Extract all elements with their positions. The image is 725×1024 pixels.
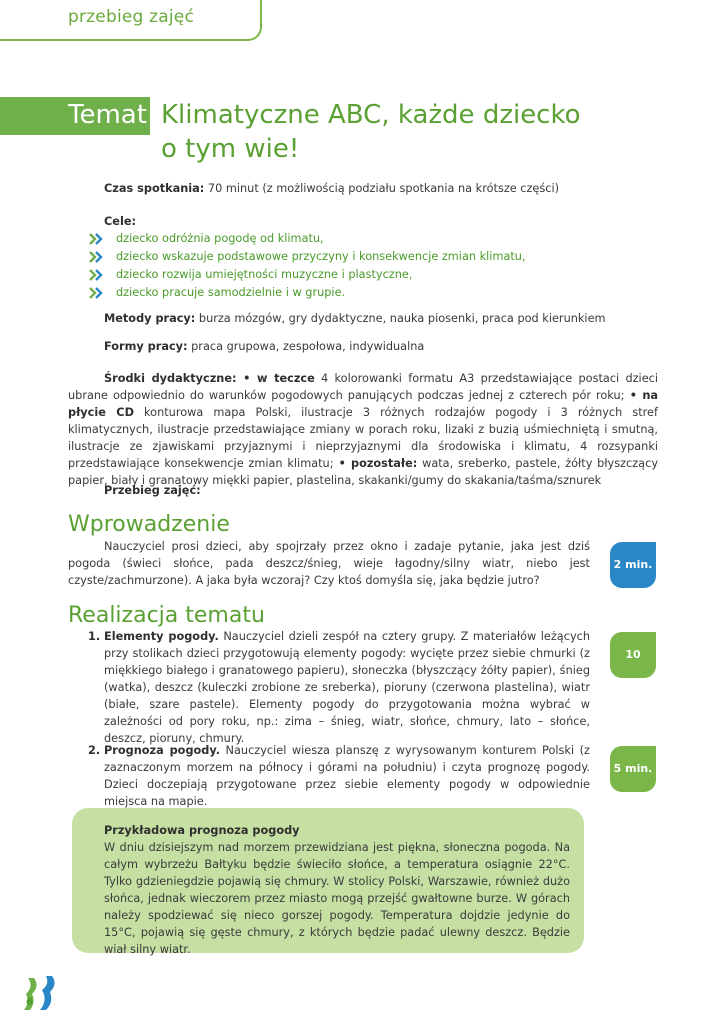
- item-number: 1.: [88, 630, 101, 643]
- green-blue-chevron-icon: [88, 250, 110, 264]
- czas-spotkania: [68, 180, 658, 197]
- page-title: [161, 98, 581, 166]
- srodki-cd-text: konturowa mapa Polski, ilustracje 3 różnych rodzajów pogody i 3 różnych stref klimatycznych, ilustracje przedstawiające zmiany w porach roku, lizaki z buzią uśmiechniętą i smutną, ilustracje ze zjawiskami przyjaznymi i nieprzyjaznymi dla środowiska i klimatu, 4 rozsypanki przedstawiające konsekwencje zmian klimatu;: [68, 406, 658, 470]
- srodki-dydaktyczne: [68, 370, 658, 489]
- time-badge: 5 min.: [610, 746, 656, 792]
- list-item: dziecko pracuje samodzielnie i w grupie.: [88, 284, 608, 302]
- goals-list: [88, 230, 608, 302]
- wprowadzenie-text: Nauczyciel prosi dzieci, aby spojrzały przez okno i zadaje pytanie, jaka jest dziś pogoda (świeci słońce, pada deszcz/śnieg, wieje łagodny/silny wiatr, niebo jest czyste/zachmurzone). A jaka była wczoraj? Czy ktoś domyśla się, jaka będzie jutro?: [68, 540, 590, 587]
- list-item: [68, 628, 590, 747]
- page-number: 6: [26, 997, 33, 1008]
- list-item: [68, 742, 590, 810]
- srodki-cd-label: • na płycie CD: [68, 389, 658, 419]
- przebieg-label: Przebieg zajęć:: [104, 484, 201, 497]
- item-title: Elementy pogody.: [104, 630, 219, 643]
- forecast-title: Przykładowa prognoza pogody: [104, 824, 300, 837]
- item-title: Prognoza pogody.: [104, 744, 220, 757]
- green-blue-chevron-icon: [88, 268, 110, 282]
- realizacja-heading: Realizacja tematu: [68, 603, 265, 628]
- srodki-teczka-text: 4 kolorowanki formatu A3 przedstawiające postaci dzieci ubrane odpowiednio do warunków pogodowych panujących podczas jednej z czterech pór roku;: [68, 372, 658, 402]
- forecast-box: [72, 808, 584, 956]
- srodki-teczka-label: • w teczce: [236, 372, 315, 385]
- metody-pracy: [68, 310, 658, 327]
- item-number: 2.: [88, 744, 101, 757]
- czas-label: Czas spotkania:: [104, 182, 205, 195]
- forecast-text: W dniu dzisiejszym nad morzem przewidziana jest piękna, słoneczna pogoda. Na całym wybrzeżu Bałtyku będzie świeciło słońce, a temperatura osiągnie 22°C. Tylko gdzieniegdzie pojawią się chmury. W stolicy Polski, Warszawie, również dużo słońca, jednak wieczorem przez miasto mogą przejść gwałtowne burze. W górach należy spodziewać się nieco gorszej pogody. Temperatura dojdzie jedynie do 15°C, pojawią się gęste chmury, z których będzie padać ulewny deszcz. Będzie wiał silny wiatr.: [104, 841, 570, 956]
- formy-value: praca grupowa, zespołowa, indywidualna: [187, 340, 425, 353]
- srodki-pozostale-label: • pozostałe:: [333, 457, 418, 470]
- list-item: dziecko rozwija umiejętności muzyczne i plastyczne,: [88, 266, 608, 284]
- cele-label: Cele:: [104, 215, 137, 228]
- section-header: przebieg zajęć: [68, 7, 195, 27]
- wprowadzenie-heading: Wprowadzenie: [68, 512, 230, 537]
- item-text: Nauczyciel dzieli zespół na cztery grupy. Z materiałów leżących przy stolikach dzieci przygotowują elementy pogody: wycięte przez siebie chmurki (z miękkiego białego i granatowego papieru), słoneczka (błyszczący żółty papier), śnieg (watka), deszcz (kuleczki zrobione ze sreberka), pioruny (czerwona plastelina), wiatr (białe, szare pastele). Elementy pogody do przygotowania można wybrać w zależności od pory roku, np.: zima – śnieg, wiatr, słońce, chmury, lato – słońce, deszcz, pioruny, chmury.: [104, 630, 590, 745]
- metody-value: burza mózgów, gry dydaktyczne, nauka piosenki, praca pod kierunkiem: [195, 312, 606, 325]
- metody-label: Metody pracy:: [104, 312, 196, 325]
- list-item: dziecko odróżnia pogodę od klimatu,: [88, 230, 608, 248]
- time-badge: 2 min.: [610, 542, 656, 588]
- srodki-label: Środki dydaktyczne:: [104, 372, 237, 385]
- formy-label: Formy pracy:: [104, 340, 188, 353]
- title-line-1: Klimatyczne ABC, każde dziecko: [161, 100, 581, 130]
- czas-value: 70 minut (z możliwością podziału spotkania na krótsze części): [204, 182, 560, 195]
- srodki-pozostale-text: wata, sreberko, pastele, żółty błyszczący papier, biały i granatowy miękki papier, plastelina, skakanki/gumy do skakania/taśma/sznurek: [68, 457, 659, 487]
- green-blue-chevron-icon: [88, 286, 110, 300]
- cele-heading: [68, 213, 658, 230]
- title-line-2: o tym wie!: [161, 134, 300, 164]
- przebieg-heading: [68, 482, 658, 499]
- title-tag: Temat:: [68, 100, 156, 130]
- list-item: dziecko wskazuje podstawowe przyczyny i konsekwencje zmian klimatu,: [88, 248, 608, 266]
- time-badge: 10 min.: [610, 632, 656, 678]
- green-blue-chevron-icon: [88, 232, 110, 246]
- item-text: Nauczyciel wiesza planszę z wyrysowanym konturem Polski (z zaznaczonym morzem na północy i górami na południu) i czyta prognozę pogody. Dzieci doczepiają przygotowane przez siebie elementy pogody w odpowiednie miejsca na mapie.: [104, 744, 590, 808]
- formy-pracy: [68, 338, 658, 355]
